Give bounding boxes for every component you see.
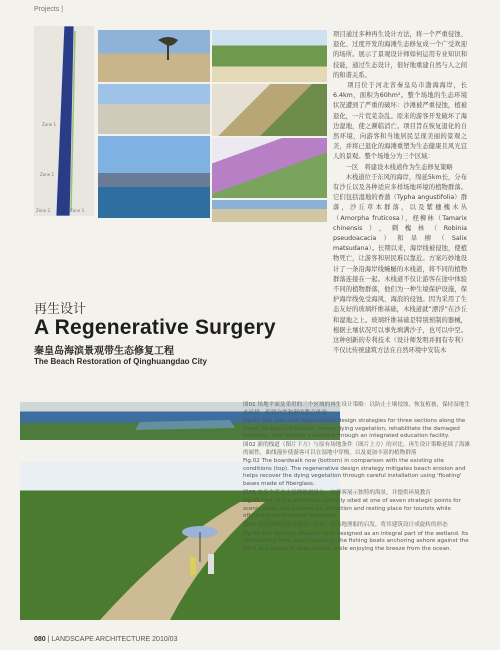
zone-label: Zone 1 — [42, 122, 56, 127]
title-zh: 秦皇岛海滨景观带生态修复工程 — [34, 346, 174, 357]
caption: Fig.01 Site plan and regenerative design strategies for three sections along the shore: to stop soil erosion, renew dying vegetation, rehabilitate the damaged shoreline, and recover a wetland through an integrated education facility. — [243, 418, 466, 440]
site-plan-image — [34, 26, 94, 216]
zone-label: Zone 2 — [36, 208, 50, 213]
beach-tree-photo — [98, 30, 210, 82]
caption: Fig.02 The boardwalk now (bottom) in comparison with the existing site conditions (top). The regenerative design strategy mitigates beach erosion and helps recover the dying vegetation through careful installation using 'floating' bases made of fiberglass. — [243, 458, 466, 487]
header-label: Projects | — [34, 6, 64, 13]
zone-label: Zone 3 — [70, 208, 84, 213]
figure-captions — [243, 402, 473, 554]
body-text-zh: 项目通过多种再生设计方法，将一个严重侵蚀、退化、过度开发的海滩生态修复成一个广受欢迎的场所。展示了景观设计师如何运用专业知识和技能，通过生态设计，很好地重建自然与人之间的和谐关系。 项目位于河北省秦皇岛市渤海海岸，长6.4km，面积为60hm²。整个场地的生态环境状况遭到了严重的破坏：沙滩被严重侵蚀，植被退化，一片荒芜杂乱。原来的游客开发破坏了海边湿地，使之濒临消亡。项目旨在恢复退化的自然环境，向游客和当地居民呈现美丽的景观之美，并将已退化的海滩重塑为生态健康且风光宜人的景观。整个场地分为三个区域： 一区 将建设木栈道作为生态修复策略 木栈道位于东风的海岸，绵延5km长，分布有沙丘以及各种适应多样场地环境的植物群落。它们包括湿地的香蒲（Typha angustifolia）群落，沙丘草本群落，以及紫穗槐木丛（Amorpha fruticosa），柽柳林（Tamarix chinensis），刺槐林（Robinia pseudoacacia）和旱柳（Salix matsudana）。长期以来，海岸线被侵蚀，使植物死亡，让游客和居民难以靠近。方案巧妙地设计了一条沿海岸线蜿蜒的木栈道，将不同的植物群落连接在一起。木栈道不仅让游客在途中体验不同的植物群落，他们为一种生境保护设施，保护海岸线免受海风、海浪的侵蚀。因为采用了生态友好的玻璃纤维基础，木栈道就“漂浮”在沙丘和湿地之上。玻璃纤维基础是特别预制的器械，根据土壤状况可以事先填满沙子，也可以中空。这种创新的专利技术（设计师发明并拥有专利）不仅比传统建筑方法在自然环境中安装木 — [333, 31, 467, 355]
title-subtitle: The Beach Restoration of Qinghuangdao City — [34, 357, 207, 366]
caption: Fig.04 The Wetland Museum was designed as an integral part of the wetland. Its interlocking form was inspired by the fishing boats anchoring ashore against the wind and waves to keep stable, while enjoying the breeze from the ocean. — [243, 530, 469, 552]
caption: 图03 在多个节点上设置的观景台，向游客展示独特的海景，并提供环境教育 — [243, 489, 431, 496]
eroded-shore-photo — [98, 84, 210, 134]
footer-separator: | — [47, 636, 52, 643]
journal-name: LANDSCAPE ARCHITECTURE — [51, 636, 151, 643]
title-en: A Regenerative Surgery — [34, 316, 276, 339]
zone-label: Zone 1 — [40, 172, 54, 177]
page-number: 080 — [34, 636, 46, 643]
caption: 图01 场地平面及采用的三个区域的再生设计策略：以防止土壤侵蚀，恢复植被，保持湿地生态环境，保留自然和谐的教育体验 — [243, 402, 471, 416]
shoreline-render — [212, 200, 327, 222]
title-zh-small: 再生设计 — [34, 302, 87, 317]
coastal-water-photo — [98, 136, 210, 218]
wetland-render — [212, 30, 327, 82]
caption: 图02 新的栈道（图片下方）与原有场地条件（图片上方）的对比。再生设计策略延续了海滩的属性，曲线漫步使游客可以在湿地中穿梭，以及更加丰富的植物群落 — [243, 441, 471, 456]
caption: 图04 湿地博物馆是湿地的一部分，受当地渔船的启发，将其建筑设计成旋转的形态 — [243, 521, 448, 528]
issue: 2010/03 — [152, 636, 178, 643]
caption: Fig.03 One of the platforms carefully sited at one of seven strategic points for scenic views has become an attraction and resting place for tourists while offering environmental education. — [243, 498, 461, 520]
page-footer — [34, 636, 177, 643]
boardwalk-render — [212, 84, 327, 136]
museum-render — [212, 138, 327, 198]
